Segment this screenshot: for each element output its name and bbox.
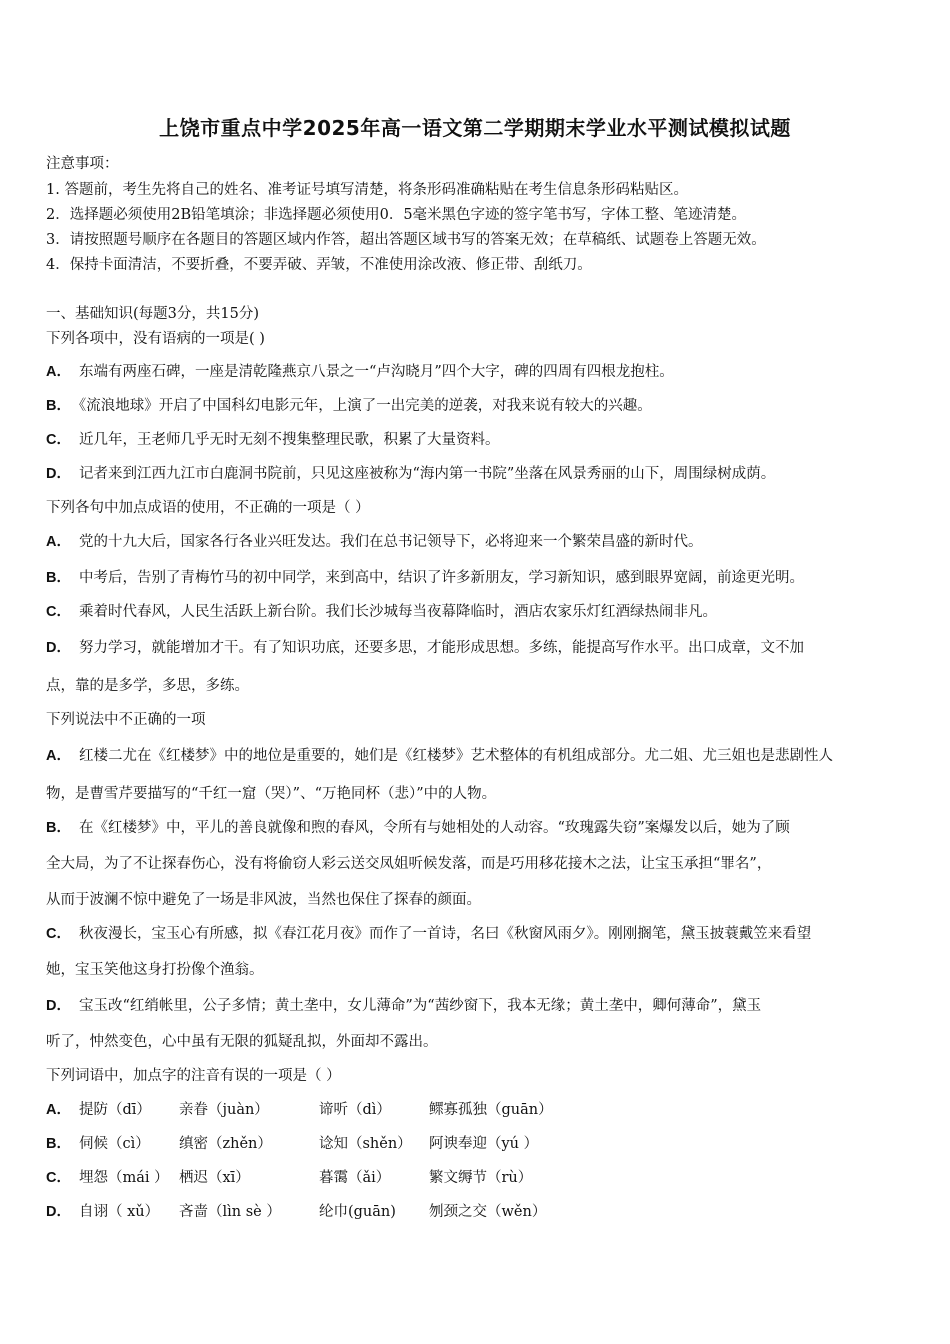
option-a bbox=[46, 360, 674, 381]
option-c bbox=[46, 428, 499, 449]
option-label: D． bbox=[46, 1204, 71, 1220]
notice-item: 2．选择题必须使用2B铅笔填涂；非选择题必须使用0．5毫米黑色字迹的签字笔书写，字体工整、笔迹清楚。 bbox=[46, 207, 747, 223]
question-stem: 下列各项中，没有语病的一项是( ) bbox=[46, 331, 265, 347]
option-text: 秋夜漫长，宝玉心有所感，拟《春江花月夜》而作了一首诗，名曰《秋窗风雨夕》。刚刚搁笔，黛玉披蓑戴笠来看望 bbox=[78, 926, 812, 942]
word: 鳏寡孤独（guān） bbox=[428, 1102, 553, 1118]
pinyin-option-row bbox=[46, 1166, 532, 1187]
word: 缜密（zhěn） bbox=[178, 1136, 272, 1152]
option-text: 东端有两座石碑，一座是清乾隆燕京八景之一“卢沟晓月”四个大字，碑的四周有四根龙抱柱。 bbox=[78, 364, 674, 380]
question-stem: 下列说法中不正确的一项 bbox=[46, 712, 206, 728]
option-text: 记者来到江西九江市白鹿洞书院前，只见这座被称为“海内第一书院”坐落在风景秀丽的山下，周围绿树成荫。 bbox=[78, 466, 776, 482]
option-text: 中考后，告别了青梅竹马的初中同学，来到高中，结识了许多新朋友，学习新知识，感到眼界宽阔，前途更光明。 bbox=[78, 570, 804, 586]
option-d bbox=[46, 636, 804, 657]
notice-item: 4．保持卡面清洁，不要折叠，不要弄破、弄皱，不准使用涂改液、修正带、刮纸刀。 bbox=[46, 257, 592, 273]
option-label: B． bbox=[46, 820, 71, 836]
option-label: B． bbox=[46, 1136, 71, 1152]
question-stem: 下列词语中，加点字的注音有误的一项是（ ） bbox=[46, 1068, 341, 1084]
option-text: 乘着时代春风，人民生活跃上新台阶。我们长沙城每当夜幕降临时，酒店农家乐灯红酒绿热闹非凡。 bbox=[78, 604, 717, 620]
option-label: A． bbox=[46, 1102, 71, 1118]
word: 亲眷（juàn） bbox=[178, 1102, 269, 1118]
option-b bbox=[46, 816, 790, 837]
option-d bbox=[46, 994, 761, 1015]
option-text: 努力学习，就能增加才干。有了知识功底，还要多思，才能形成思想。多练，能提高写作水平。出口成章，文不加 bbox=[78, 640, 804, 656]
option-b bbox=[46, 394, 652, 415]
word: 伺候（cì） bbox=[78, 1136, 150, 1152]
pinyin-option-row bbox=[46, 1132, 538, 1153]
option-label: A． bbox=[46, 364, 71, 380]
option-a-continued: 物，是曹雪芹要描写的“千红一窟（哭）”、“万艳同杯（悲）”中的人物。 bbox=[46, 786, 497, 802]
word: 自诩（ xǔ） bbox=[78, 1204, 160, 1220]
word: 埋怨（mái ） bbox=[78, 1170, 169, 1186]
option-b-continued: 全大局，为了不让探春伤心，没有将偷窃人彩云送交凤姐听候发落，而是巧用移花接木之法，让宝玉承担“罪名”， bbox=[46, 856, 772, 872]
option-label: C． bbox=[46, 1170, 71, 1186]
option-text: 宝玉改“红绡帐里，公子多情；黄土垄中，女儿薄命”为“茜纱窗下，我本无缘；黄土垄中，卿何薄命”，黛玉 bbox=[78, 998, 762, 1014]
option-d-continued: 点，靠的是多学，多思，多练。 bbox=[46, 678, 249, 694]
option-d bbox=[46, 462, 775, 483]
word: 谂知（shěn） bbox=[318, 1136, 412, 1152]
option-c-continued: 她，宝玉笑他这身打扮像个渔翁。 bbox=[46, 962, 264, 978]
option-label: D． bbox=[46, 640, 71, 656]
option-b-continued: 从而于波澜不惊中避免了一场是非风波，当然也保住了探春的颜面。 bbox=[46, 892, 481, 908]
option-text: 近几年，王老师几乎无时无刻不搜集整理民歌，积累了大量资料。 bbox=[78, 432, 500, 448]
word: 刎颈之交（wěn） bbox=[428, 1204, 547, 1220]
question-stem: 下列各句中加点成语的使用，不正确的一项是（ ） bbox=[46, 500, 370, 516]
word: 栖迟（xī） bbox=[178, 1170, 250, 1186]
option-text: 《流浪地球》开启了中国科幻电影元年，上演了一出完美的逆袭，对我来说有较大的兴趣。 bbox=[78, 398, 652, 414]
pinyin-option-row bbox=[46, 1098, 553, 1119]
word: 谛听（dì） bbox=[318, 1102, 391, 1118]
option-label: B． bbox=[46, 398, 71, 414]
option-label: A． bbox=[46, 534, 71, 550]
option-text: 在《红楼梦》中，平儿的善良就像和煦的春风，令所有与她相处的人动容。“玫瑰露失窃”案爆发以后，她为了顾 bbox=[78, 820, 790, 836]
option-label: D． bbox=[46, 466, 71, 482]
option-label: D． bbox=[46, 998, 71, 1014]
word: 繁文缛节（rù） bbox=[428, 1170, 533, 1186]
word: 纶巾(guān) bbox=[318, 1204, 396, 1220]
option-label: C． bbox=[46, 926, 71, 942]
notice-heading: 注意事项： bbox=[46, 156, 119, 172]
option-c bbox=[46, 600, 717, 621]
option-label: A． bbox=[46, 748, 71, 764]
notice-item: 3．请按照题号顺序在各题目的答题区域内作答，超出答题区域书写的答案无效；在草稿纸、试题卷上答题无效。 bbox=[46, 232, 766, 248]
page-title: 上饶市重点中学2025年高一语文第二学期期末学业水平测试模拟试题 bbox=[159, 116, 791, 140]
pinyin-option-row bbox=[46, 1200, 546, 1221]
word: 暮霭（ǎi） bbox=[318, 1170, 391, 1186]
word: 吝啬（lìn sè ） bbox=[178, 1204, 281, 1220]
word: 提防（dī） bbox=[78, 1102, 151, 1118]
option-label: B． bbox=[46, 570, 71, 586]
section-heading: 一、基础知识(每题3分，共15分) bbox=[46, 306, 259, 322]
option-b bbox=[46, 566, 804, 587]
option-label: C． bbox=[46, 604, 71, 620]
option-label: C． bbox=[46, 432, 71, 448]
option-text: 红楼二尤在《红楼梦》中的地位是重要的，她们是《红楼梦》艺术整体的有机组成部分。尤二姐、尤三姐也是悲剧性人 bbox=[78, 748, 833, 764]
word: 阿谀奉迎（yú ） bbox=[428, 1136, 539, 1152]
option-a bbox=[46, 744, 833, 765]
option-d-continued: 听了，忡然变色，心中虽有无限的狐疑乱拟，外面却不露出。 bbox=[46, 1034, 438, 1050]
option-c bbox=[46, 922, 811, 943]
option-text: 党的十九大后，国家各行各业兴旺发达。我们在总书记领导下，必将迎来一个繁荣昌盛的新时代。 bbox=[78, 534, 703, 550]
option-a bbox=[46, 530, 702, 551]
notice-item: 1. 答题前，考生先将自己的姓名、准考证号填写清楚，将条形码准确粘贴在考生信息条形码粘贴区。 bbox=[46, 182, 688, 198]
